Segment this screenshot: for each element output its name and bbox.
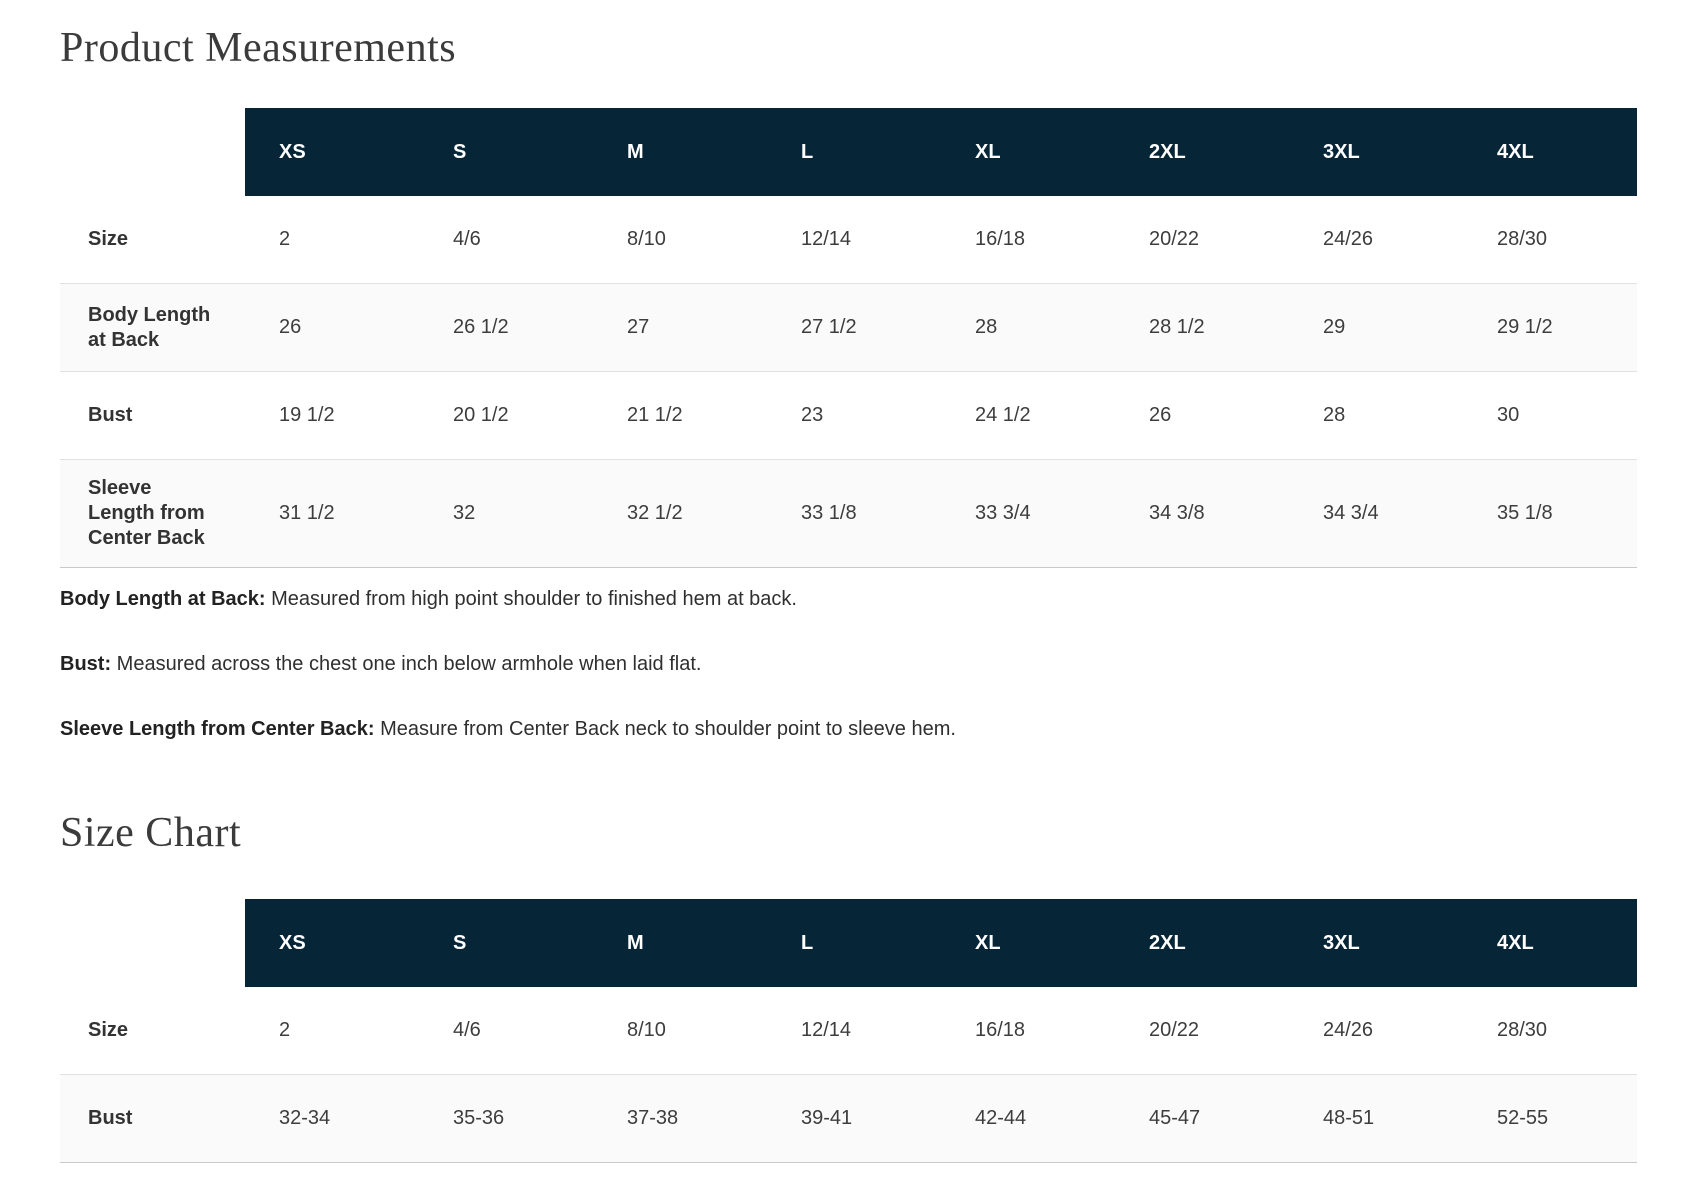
measurement-cell: 26 [1149, 404, 1172, 426]
column-header-3xl: 3XL [1289, 108, 1463, 196]
note-body-length [60, 586, 1636, 613]
measurement-cell: 20/22 [1149, 228, 1200, 250]
measurement-cell: 33 3/4 [975, 502, 1031, 524]
product-measurements-title: Product Measurements [60, 25, 457, 71]
note-definition: Measure from Center Back neck to shoulder point to sleeve hem. [374, 718, 956, 740]
measurement-cell: 35-36 [453, 1107, 505, 1129]
measurement-cell: 24/26 [1323, 228, 1374, 250]
table-row [60, 284, 1637, 372]
measurement-cell: 2 [279, 228, 291, 250]
note-term: Sleeve Length from Center Back: [60, 718, 375, 740]
column-header-4xl: 4XL [1463, 899, 1637, 987]
row-label: Body Length at Back [88, 303, 211, 351]
measurement-cell: 19 1/2 [279, 404, 335, 426]
measurement-cell: 30 [1497, 404, 1520, 426]
measurement-notes [60, 586, 1636, 743]
column-header-xl: XL [941, 899, 1115, 987]
header-corner-spacer [60, 108, 245, 196]
column-header-s: S [419, 899, 593, 987]
note-term: Body Length at Back: [60, 588, 266, 610]
measurement-cell: 39-41 [801, 1107, 853, 1129]
measurement-cell: 16/18 [975, 228, 1026, 250]
column-header-3xl: 3XL [1289, 899, 1463, 987]
measurement-cell: 28 [975, 316, 998, 338]
column-header-s: S [419, 108, 593, 196]
column-header-2xl: 2XL [1115, 108, 1289, 196]
measurement-cell: 45-47 [1149, 1107, 1201, 1129]
column-header-4xl: 4XL [1463, 108, 1637, 196]
table-row [60, 372, 1637, 460]
measurement-cell: 34 3/4 [1323, 502, 1379, 524]
measurement-cell: 8/10 [627, 1019, 666, 1041]
measurement-cell: 32-34 [279, 1107, 331, 1129]
measurement-cell: 12/14 [801, 228, 852, 250]
header-corner-spacer [60, 899, 245, 987]
measurement-cell: 21 1/2 [627, 404, 683, 426]
note-term: Bust: [60, 653, 112, 675]
table-row [60, 987, 1637, 1075]
measurement-cell: 52-55 [1497, 1107, 1549, 1129]
measurement-cell: 28 1/2 [1149, 316, 1205, 338]
size-chart-title: Size Chart [60, 810, 242, 856]
row-label: Size [88, 228, 129, 250]
measurement-cell: 35 1/8 [1497, 502, 1553, 524]
measurement-cell: 16/18 [975, 1019, 1026, 1041]
note-definition: Measured across the chest one inch below armhole when laid flat. [111, 653, 702, 675]
table-row [60, 460, 1637, 568]
size-chart-table [60, 899, 1637, 1163]
product-measurements-table [60, 108, 1637, 568]
measurement-cell: 32 [453, 502, 476, 524]
size-guide-page [0, 20, 1688, 1200]
measurement-cell: 24 1/2 [975, 404, 1031, 426]
note-bust [60, 651, 1636, 678]
table-row [60, 196, 1637, 284]
measurement-cell: 20/22 [1149, 1019, 1200, 1041]
measurement-cell: 27 1/2 [801, 316, 857, 338]
column-header-m: M [593, 899, 767, 987]
measurement-cell: 28/30 [1497, 1019, 1548, 1041]
measurement-cell: 28 [1323, 404, 1346, 426]
table-row [60, 1075, 1637, 1163]
row-label: Size [88, 1019, 129, 1041]
size-header-row [60, 899, 1637, 987]
product-measurements-table-container [60, 108, 1636, 568]
measurement-cell: 28/30 [1497, 228, 1548, 250]
measurement-cell: 29 1/2 [1497, 316, 1553, 338]
note-definition: Measured from high point shoulder to finished hem at back. [265, 588, 797, 610]
column-header-2xl: 2XL [1115, 899, 1289, 987]
size-header-row [60, 108, 1637, 196]
measurement-cell: 26 [279, 316, 302, 338]
measurement-cell: 24/26 [1323, 1019, 1374, 1041]
column-header-xl: XL [941, 108, 1115, 196]
measurement-cell: 37-38 [627, 1107, 679, 1129]
measurement-cell: 8/10 [627, 228, 666, 250]
measurement-cell: 12/14 [801, 1019, 852, 1041]
measurement-cell: 48-51 [1323, 1107, 1375, 1129]
row-label: Bust [88, 1107, 133, 1129]
size-chart-table-container [60, 899, 1636, 1163]
measurement-cell: 42-44 [975, 1107, 1027, 1129]
measurement-cell: 4/6 [453, 228, 481, 250]
row-label: Bust [88, 404, 133, 426]
column-header-m: M [593, 108, 767, 196]
measurement-cell: 29 [1323, 316, 1346, 338]
measurement-cell: 31 1/2 [279, 502, 335, 524]
measurement-cell: 2 [279, 1019, 291, 1041]
measurement-cell: 26 1/2 [453, 316, 509, 338]
measurement-cell: 33 1/8 [801, 502, 857, 524]
measurement-cell: 27 [627, 316, 650, 338]
note-sleeve-length [60, 716, 1636, 743]
measurement-cell: 4/6 [453, 1019, 481, 1041]
row-label: Sleeve Length from Center Back [88, 477, 205, 549]
measurement-cell: 23 [801, 404, 824, 426]
measurement-cell: 20 1/2 [453, 404, 509, 426]
measurement-cell: 34 3/8 [1149, 502, 1205, 524]
column-header-l: L [767, 108, 941, 196]
measurement-cell: 32 1/2 [627, 502, 683, 524]
column-header-l: L [767, 899, 941, 987]
column-header-xs: XS [245, 899, 419, 987]
column-header-xs: XS [245, 108, 419, 196]
